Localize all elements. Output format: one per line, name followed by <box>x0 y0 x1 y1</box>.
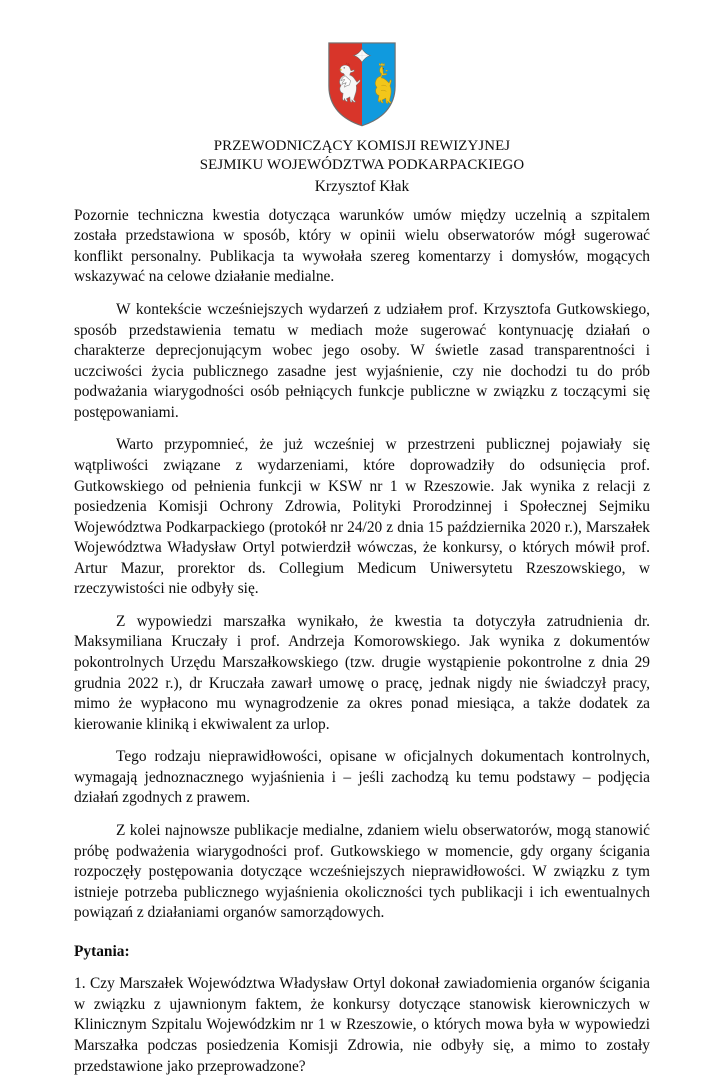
letterhead <box>0 137 724 197</box>
paragraph: Pozornie techniczna kwestia dotycząca warunków umów między uczelnią a szpitalem została przedstawiona w sposób, który w opinii wielu obserwatorów mógł sugerować konflikt personalny. Publikacja ta wywołała szereg komentarzy i domysłów, mogących wskazywać na celowe działanie medialne. <box>74 206 650 286</box>
paragraph: Z wypowiedzi marszałka wynikało, że kwestia ta dotyczyła zatrudnienia dr. Maksymiliana Kruczały i prof. Andrzeja Komorowskiego. Jak wynika z dokumentów pokontrolnych Urzędu Marszałkowskiego (tzw. drugie wystąpienie pokontrolne z dnia 29 grudnia 2022 r.), dr Kruczała zawarł umowę o pracę, jednak nigdy nie świadczył pracy, mimo że wypłacono mu wynagrodzenie za okres ponad miesiąca, a także dodatek za kierowanie kliniką i ekwiwalent za urlop. <box>74 612 650 733</box>
paragraph: Z kolei najnowsze publikacje medialne, zdaniem wielu obserwatorów, mogą stanowić próbę podważenia wiarygodności prof. Gutkowskiego w momencie, gdy organy ścigania rozpoczęły postępowania dotyczące wcześniejszych nieprawidłowości. W związku z tym istnieje potrzeba publicznego wyjaśnienia okoliczności tych publikacji i ich ewentualnych powiązań z działaniami organów samorządowych. <box>74 821 650 922</box>
emblem-container <box>0 0 724 128</box>
paragraph: Warto przypomnieć, że już wcześniej w przestrzeni publicznej pojawiały się wątpliwości związane z wydarzeniami, które doprowadziły do odsunięcia prof. Gutkowskiego od pełnienia funkcji w KSW nr 1 w Rzeszowie. Jak wynika z relacji z posiedzenia Komisji Ochrony Zdrowia, Polityki Prorodzinnej i Społecznej Sejmiku Województwa Podkarpackiego (protokół nr 24/20 z dnia 15 października 2020 r.), Marszałek Województwa Władysław Ortyl potwierdził wówczas, że konkursy, o których mówił prof. Artur Mazur, prorektor ds. Collegium Medicum Uniwersytetu Rzeszowskiego, w rzeczywistości nie odbyły się. <box>74 436 650 598</box>
questions-heading: Pytania: <box>74 942 130 960</box>
coat-of-arms-icon <box>326 40 398 128</box>
document-body <box>74 197 650 1077</box>
paragraph: Tego rodzaju nieprawidłowości, opisane w oficjalnych dokumentach kontrolnych, wymagają jednoznacznego wyjaśnienia i – jeśli zachodzą ku temu podstawy – podjęcia działań zgodnych z prawem. <box>74 748 650 807</box>
letterhead-line-2: SEJMIKU WOJEWÓDZTWA PODKARPACKIEGO <box>199 157 525 174</box>
paragraph: W kontekście wcześniejszych wydarzeń z udziałem prof. Krzysztofa Gutkowskiego, sposób przedstawienia tematu w mediach może sugerować kontynuację działań o charakterze deprecjonującym wobec jego osoby. W świetle zasad transparentności i uczciwości życia publicznego zasadne jest wyjaśnienie, czy nie dochodzi tu do prób podważania wiarygodności osób pełniących funkcje publiczne w związku z toczącymi się postępowaniami. <box>74 301 650 421</box>
letterhead-signer-name: Krzysztof Kłak <box>314 177 410 195</box>
question-item: 1. Czy Marszałek Województwa Władysław Ortyl dokonał zawiadomienia organów ścigania w związku z ujawnionym faktem, że konkursy dotyczące stanowisk kierowniczych w Klinicznym Szpitalu Wojewódzkim nr 1 w Rzeszowie, o których mowa była w wypowiedzi Marszałka podczas posiedzenia Komisji Zdrowia, nie odbyły się, a mimo to zostały przedstawione jako przeprowadzone? <box>74 975 650 1075</box>
letterhead-line-1: PRZEWODNICZĄCY KOMISJI REWIZYJNEJ <box>213 138 511 154</box>
